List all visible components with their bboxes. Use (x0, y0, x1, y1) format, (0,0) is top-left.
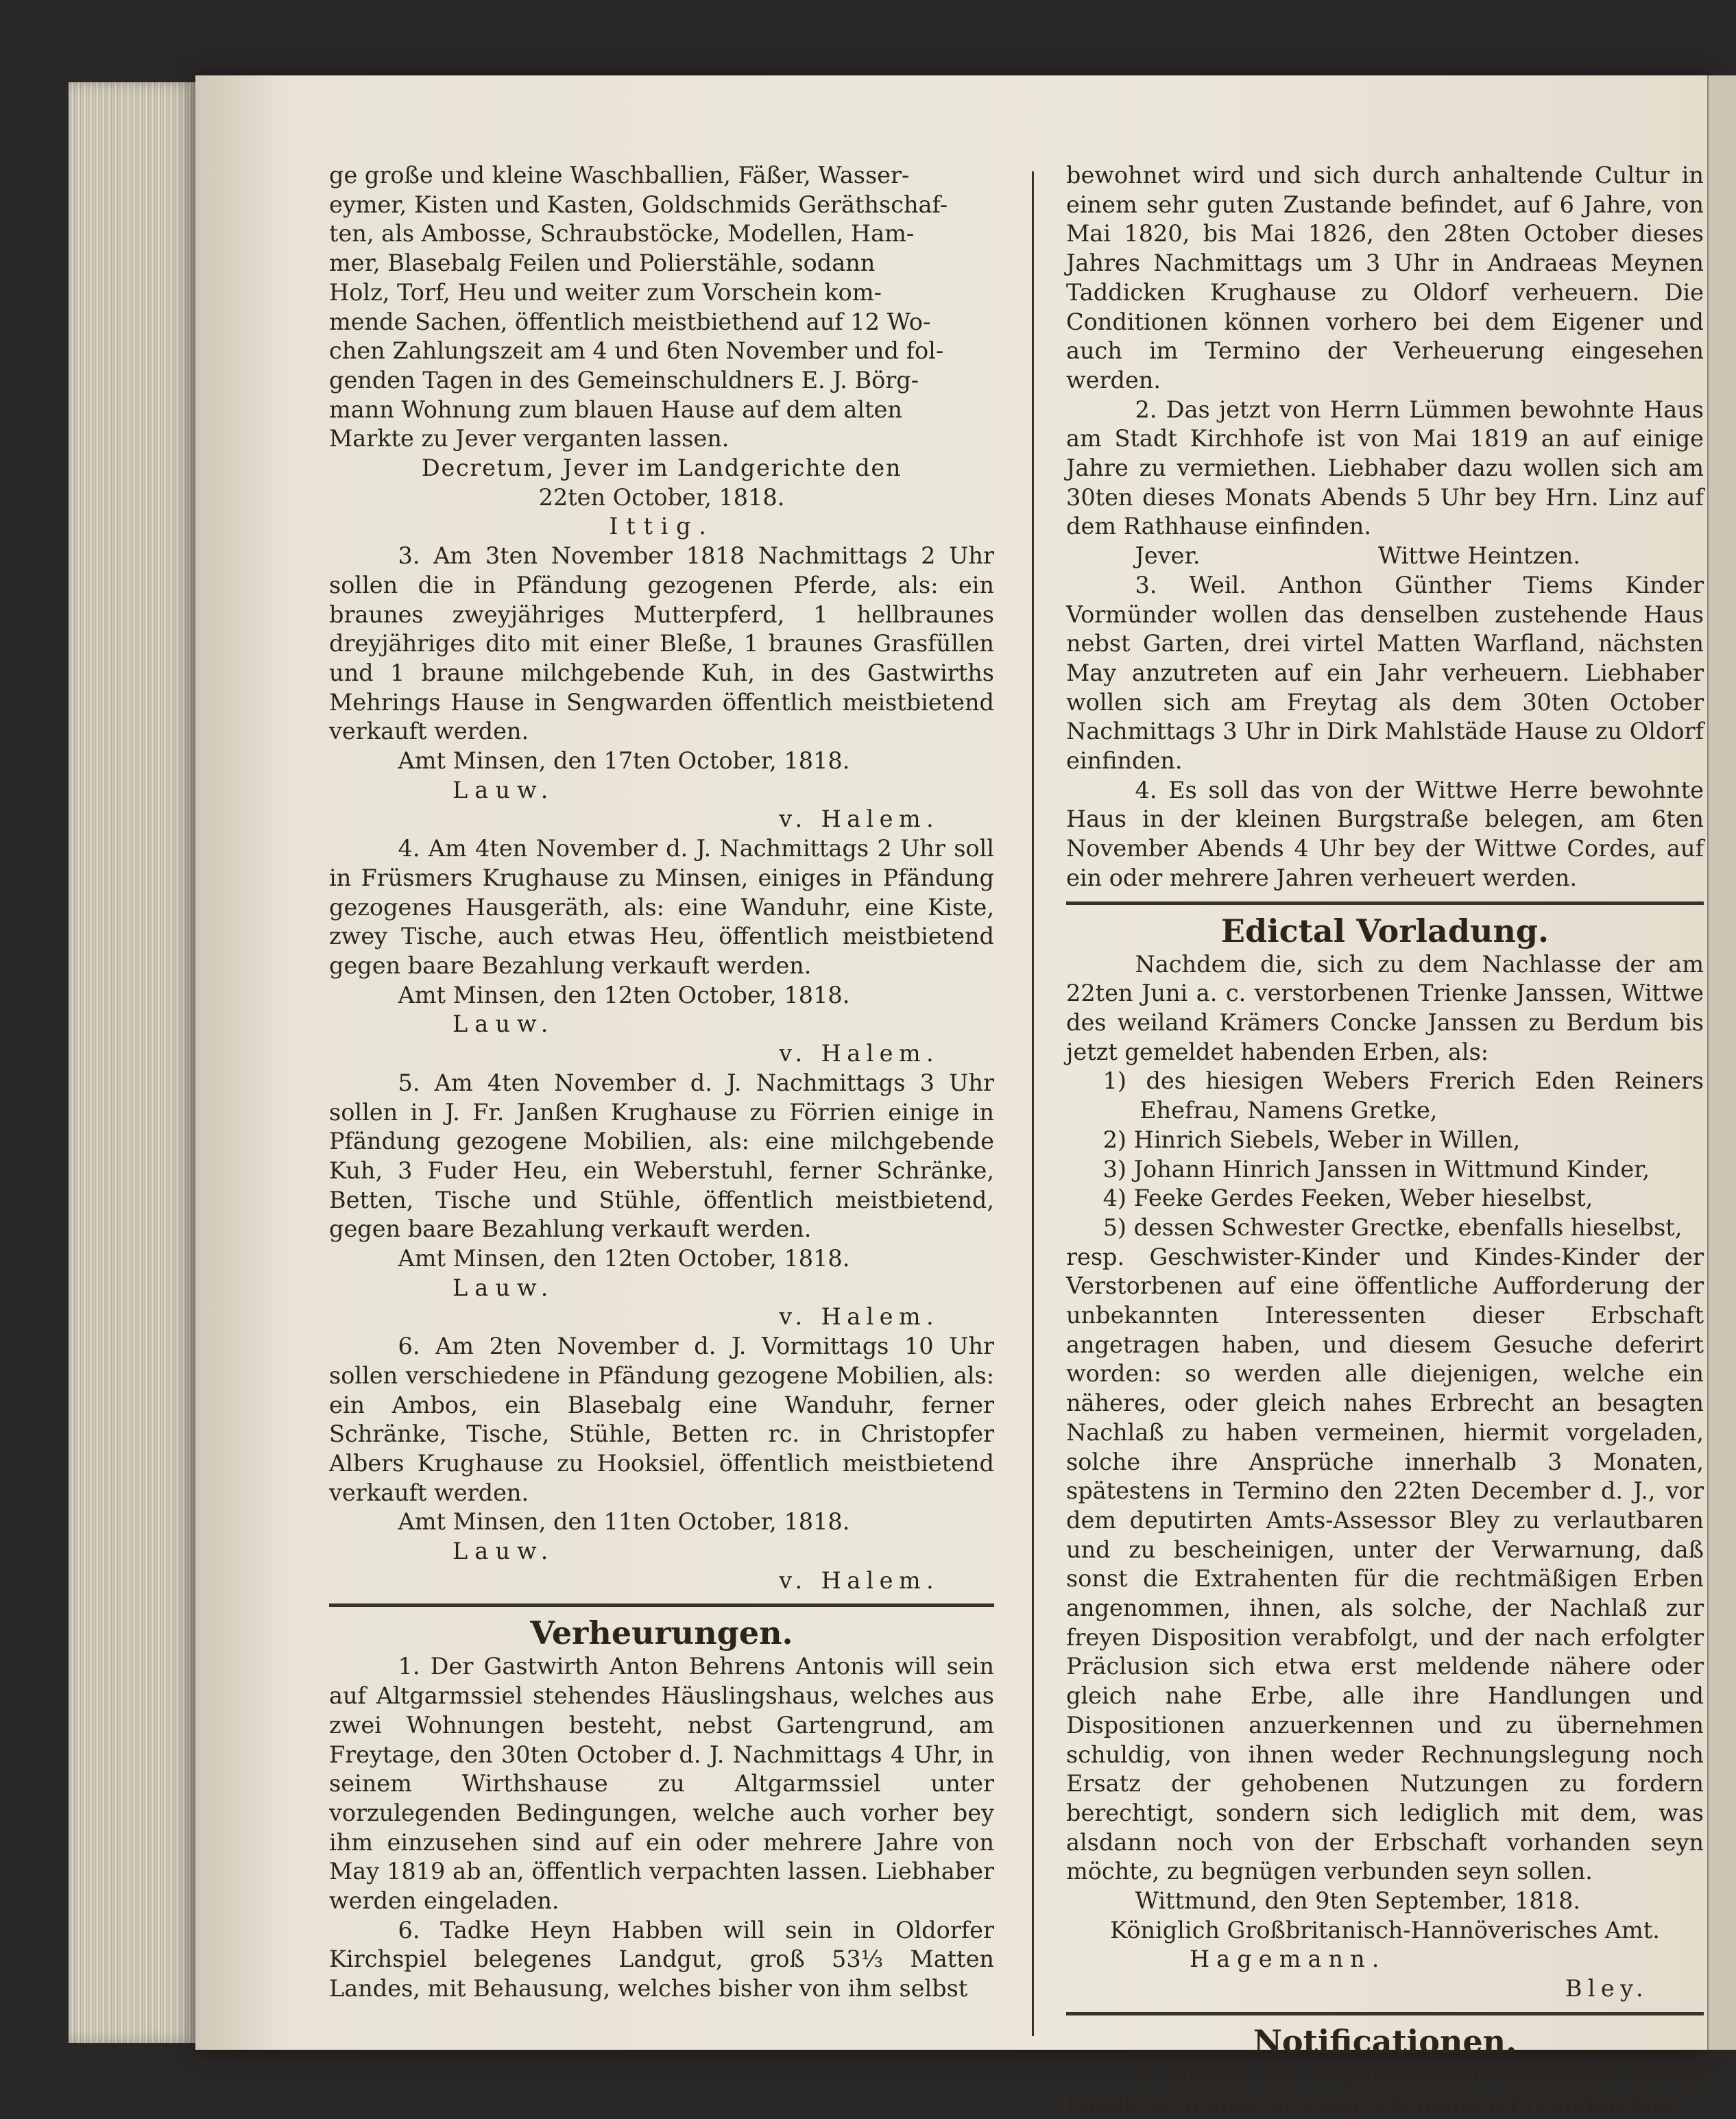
book-page-edges (69, 82, 199, 2043)
section-divider (329, 1603, 994, 1607)
notice-6: 6. Am 2ten November d. J. Vormittags 10 Uhr sollen verschiedene in Pfändung gezogene Mobilien, als: ein Ambos, ein Blasebalg eine Wanduhr, ferner Schränke, Tische, Stühle, Betten rc. in Christopfer Albers Krughause zu Hooksiel, öffentlich meistbietend verkauft werden. (329, 1333, 994, 1506)
signature-halem: v. Halem. (779, 806, 939, 833)
signature-halem: v. Halem. (779, 1303, 939, 1331)
left-column (329, 161, 994, 2004)
heading-notificationen: Notificationen. (1253, 2022, 1517, 2060)
heir-item: 3) Johann Hinrich Janssen in Wittmund Kinder, (1102, 1155, 1650, 1183)
notice-3-place-date: Amt Minsen, den 17ten October, 1818. (398, 747, 850, 775)
signature-ittig: Ittig. (609, 513, 714, 540)
notification-1: 1. Indem ich wegen meiner Geschäfte oft im Lande seyn muß, so zeige ich meinen Freunden hier (1066, 2061, 1704, 2118)
edictal-intro: Nachdem die, sich zu dem Nachlasse der am 22ten Juni a. c. verstorbenen Trienke Janssen, Wittwe des weiland Krämers Concke Janssen zu Berdum bis jetzt gemeldet habenden Erben, als: (1066, 950, 1704, 1065)
notice-4-place-date: Amt Minsen, den 12ten October, 1818. (398, 981, 850, 1008)
section-divider (1066, 2012, 1704, 2015)
intro-line: chen Zahlungszeit am 4 und 6ten November und fol- (329, 337, 944, 365)
lease-notice-6-continued: bewohnet wird und sich durch anhaltende Cultur in einem sehr guten Zustande befindet, auf 6 Jahre, von Mai 1820, bis Mai 1826, den 28ten October dieses Jahres Nachmittags um 3 Uhr in Andraeas Meynen Taddicken Krughause zu Oldorf verheuern. Die Conditionen können vorhero bei dem Eigener und auch im Termino der Verheuerung eingesehen werden. (1066, 162, 1704, 393)
intro-line: eymer, Kisten und Kasten, Goldschmids Geräthschaf- (329, 191, 948, 218)
intro-line: mer, Blasebalg Feilen und Polierstähle, sodann (329, 250, 876, 277)
notice-4: 4. Am 4ten November d. J. Nachmittags 2 Uhr soll in Früsmers Krughause zu Minsen, einiges in Pfändung gezogenes Hausgeräth, als: eine Wanduhr, eine Kiste, zwey Tische, auch etwas Heu, öffentlich meistbietend gegen baare Bezahlung verkauft werden. (329, 835, 994, 979)
signature-lauw: Lauw. (453, 1274, 555, 1301)
place-jever: Jever. (1135, 542, 1201, 570)
right-column (1066, 161, 1704, 2119)
lease-notice-1: 1. Der Gastwirth Anton Behrens Antonis will sein auf Altgarmssiel stehendes Häuslingshaus, welches aus zwei Wohnungen besteht, nebst Gartengrund, am Freytage, den 30ten October d. J. Nachmittags 4 Uhr, in seinem Wirthshause zu Altgarmssiel unter vorzulegenden Bedingungen, welche auch vorher bey ihm einzusehen sind auf ein oder mehrere Jahre von May 1819 ab an, öffentlich verpachten lassen. Liebhaber werden eingeladen. (329, 1653, 994, 1915)
intro-line: mann Wohnung zum blauen Hause auf dem alten (329, 396, 902, 423)
heading-edictal-vorladung: Edictal Vorladung. (1220, 912, 1550, 949)
heir-item: 1) des hiesigen Webers Frerich Eden Reiners Ehefrau, Namens Gretke, (1102, 1067, 1704, 1124)
column-divider (1032, 171, 1034, 2036)
signature-lauw: Lauw. (453, 1010, 555, 1038)
signature-bley: Bley. (1565, 1975, 1649, 2002)
decretum-line: Decretum, Jever im Landgerichte den (421, 455, 902, 482)
signature-hagemann: Hagemann. (1190, 1946, 1386, 1973)
decretum-date: 22ten October, 1818. (538, 483, 785, 511)
intro-line: genden Tagen in des Gemeinschuldners E. J. Börg- (329, 366, 919, 393)
intro-line: mende Sachen, öffentlich meistbiethend auf 12 Wo- (329, 308, 931, 335)
intro-line: ge große und kleine Waschballien, Fäßer, Wasser- (329, 162, 910, 189)
signature-lauw: Lauw. (453, 776, 555, 803)
signature-halem: v. Halem. (779, 1040, 939, 1067)
intro-line: Markte zu Jever verganten lassen. (329, 425, 730, 452)
lease-notice-6: 6. Tadke Heyn Habben will sein in Oldorfer Kirchspiel belegenes Landgut, groß 53⅓ Matten Landes, mit Behausung, welches bisher von ihm selbst (329, 1916, 994, 2002)
notice-5: 5. Am 4ten November d. J. Nachmittags 3 Uhr sollen in J. Fr. Janßen Krughause zu Förrien einige in Pfändung gezogene Mobilien, als: eine milchgebende Kuh, 3 Fuder Heu, ein Weberstuhl, ferner Schränke, Betten, Tische und Stühle, öffentlich meistbietend, gegen baare Bezahlung verkauft werden. (329, 1069, 994, 1243)
lease-notice-2: 2. Das jetzt von Herrn Lümmen bewohnte Haus am Stadt Kirchhofe ist von Mai 1819 an auf einige Jahre zu vermiethen. Liebhaber dazu wollen sich am 30ten dieses Monats Abends 5 Uhr bey Hrn. Linz auf dem Rathhause einfinden. (1066, 396, 1704, 540)
notice-3: 3. Am 3ten November 1818 Nachmittags 2 Uhr sollen die in Pfändung gezogenen Pferde, als: ein braunes zweyjähriges Mutterpferd, 1 hellbraunes dreyjähriges dito mit einer Bleße, 1 braunes Grasfüllen und 1 braune milchgebende Kuh, in des Gastwirths Mehrings Hause in Sengwarden öffentlich meistbietend verkauft werden. (329, 542, 994, 745)
edictal-office: Königlich Großbritanisch-Hannöverisches Amt. (1110, 1916, 1660, 1944)
facing-page-edge (1707, 75, 1736, 2050)
edictal-body: resp. Geschwister-Kinder und Kindes-Kinder der Verstorbenen auf eine öffentliche Aufforderung der unbekannten Interessenten dieser Erbschaft angetragen haben, und diesem Gesuche deferirt worden: so werden alle diejenigen, welche ein näheres, oder gleich nahes Erbrecht an besagten Nachlaß zu haben vermeinen, hiermit vorgeladen, solche ihre Ansprüche innerhalb 3 Monaten, spätestens in Termino den 22ten December d. J., vor dem deputirten Amts-Assessor Bley zu verlautbaren und zu bescheinigen, unter der Verwarnung, daß sonst die Extrahenten für die rechtmäßigen Erben angenommen, ihnen, als solche, der Nachlaß zur freyen Disposition verabfolgt, und der nach erfolgter Präclusion sich etwa erst meldende nähere oder gleich nahe Erbe, alle ihre Handlungen und Dispositionen anzuerkennen und zu übernehmen schuldig, von ihnen weder Rechnungslegung noch Ersatz der gehobenen Nutzungen zu fordern berechtigt, sondern sich lediglich mit dem, was alsdann noch von der Erbschaft vorhanden seyn möchte, zu begnügen verbunden seyn sollen. (1066, 1243, 1704, 1885)
notice-6-place-date: Amt Minsen, den 11ten October, 1818. (398, 1508, 850, 1536)
heading-verheurungen: Verheurungen. (530, 1614, 793, 1652)
signature-lauw: Lauw. (453, 1538, 555, 1565)
intro-line: Holz, Torf, Heu und weiter zum Vorschein kom- (329, 278, 882, 306)
heir-item: 5) dessen Schwester Grectke, ebenfalls hieselbst, (1102, 1213, 1683, 1241)
lease-notice-3: 3. Weil. Anthon Günther Tiems Kinder Vormünder wollen das denselben zustehende Haus nebst Garten, drei virtel Matten Warfland, nächsten May anzutreten auf ein Jahr verheuern. Liebhaber wollen sich am Freytag als dem 30ten October Nachmittags 3 Uhr in Dirk Mahlstäde Hause zu Oldorf einfinden. (1066, 571, 1704, 775)
heir-item: 4) Feeke Gerdes Feeken, Weber hieselbst, (1102, 1185, 1593, 1212)
lease-notice-4: 4. Es soll das von der Wittwe Herre bewohnte Haus in der kleinen Burgstraße belegen, am 6ten November Abends 4 Uhr bey der Wittwe Cordes, auf ein oder mehrere Jahren verheuert werden. (1066, 776, 1704, 891)
notice-2-signature-line (1066, 542, 1704, 571)
section-divider (1066, 901, 1704, 905)
heir-item: 2) Hinrich Siebels, Weber in Willen, (1102, 1126, 1521, 1153)
edictal-place-date: Wittmund, den 9ten September, 1818. (1135, 1887, 1581, 1915)
signature-halem: v. Halem. (779, 1566, 939, 1594)
signature-heintzen: Wittwe Heintzen. (1377, 542, 1580, 570)
intro-line: ten, als Ambosse, Schraubstöcke, Modellen, Ham- (329, 220, 915, 247)
notice-5-place-date: Amt Minsen, den 12ten October, 1818. (398, 1245, 850, 1272)
